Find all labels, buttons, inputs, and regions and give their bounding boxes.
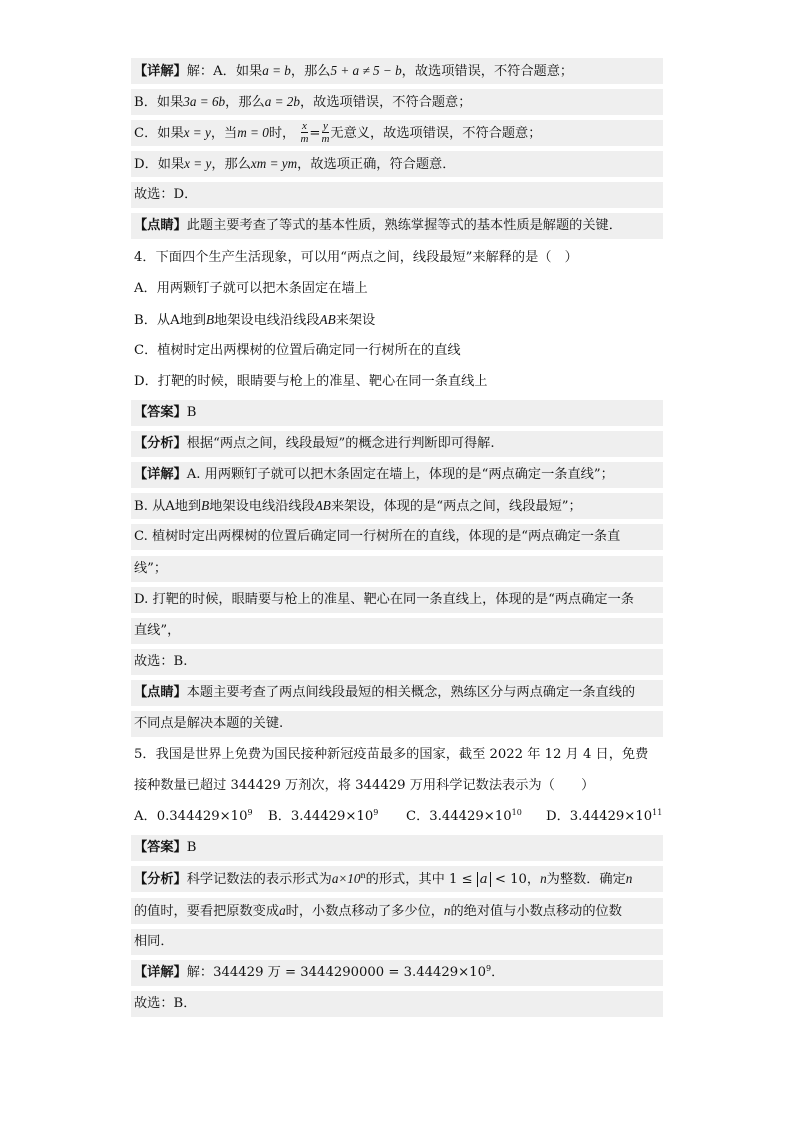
text: 来架设，体现的是“两点之间，线段最短”； <box>330 499 582 515</box>
text: 地架设电线沿线段 <box>209 499 315 515</box>
q4-answer <box>131 400 663 426</box>
text: C．3.44429×10 <box>406 809 512 825</box>
text: B．如果 <box>134 95 184 111</box>
text: 地到 <box>174 499 202 515</box>
detail-tag: 【详解】 <box>134 964 187 980</box>
q4-option-c: C．植树时定出两棵树的位置后确定同一行树所在的直线 <box>134 342 461 358</box>
q5-choose: 故选：B． <box>131 991 663 1017</box>
math: B <box>205 311 215 327</box>
comment-tag: 【点睛】 <box>134 218 187 234</box>
math: xm = ym <box>250 156 298 172</box>
text: ，那么 <box>290 64 331 79</box>
denominator: m <box>321 133 330 146</box>
fraction-x-over-m <box>300 120 308 145</box>
text: 此题主要考查了等式的基本性质，熟练掌握等式的基本性质是解题的关键． <box>186 218 622 234</box>
q4-detail-b <box>131 493 663 519</box>
q4-option-b <box>131 307 663 333</box>
text: ，故选项正确，符合题意． <box>297 157 456 173</box>
q4-option-d: D．打靶的时候，眼睛要与枪上的准星、靶心在同一条直线上 <box>134 373 488 389</box>
q4-detail-d1: D. 打靶的时候，眼睛要与枪上的准星、靶心在同一条直线上，体现的是“两点确定一条 <box>131 587 663 613</box>
text: B. 从 <box>134 499 166 515</box>
detail-line-c <box>131 120 663 146</box>
answer-value: B <box>186 405 197 421</box>
q4-detail-c2: 线”； <box>131 556 663 582</box>
text: A．0.344429×10 <box>134 809 248 825</box>
q5-detail <box>131 960 663 986</box>
math: 5 + a ≠ 5 − b <box>330 63 402 78</box>
comment-tag: 【点睛】 <box>134 684 187 700</box>
text: 地到 <box>179 312 206 328</box>
math: a <box>279 902 286 918</box>
q4-detail-a <box>131 462 663 488</box>
analysis-tag: 【分析】 <box>134 872 187 888</box>
math: AB <box>314 498 331 514</box>
math: n <box>625 871 633 887</box>
text: A. 用两颗钉子就可以把木条固定在墙上，体现的是“两点确定一条直线”； <box>186 467 614 483</box>
exponent: 9 <box>373 808 379 818</box>
q5-answer <box>131 835 663 861</box>
text: 为整数．确定 <box>546 872 626 888</box>
text: A <box>170 312 180 328</box>
numerator: y <box>322 120 328 133</box>
denominator: m <box>300 133 309 146</box>
q4-analysis <box>131 431 663 457</box>
equals-sign: = <box>309 126 321 142</box>
numerator: x <box>301 120 307 133</box>
math: AB <box>319 311 336 327</box>
text: 本题主要考查了两点间线段最短的相关概念，熟练区分与两点确定一条直线的 <box>186 684 636 700</box>
text: 时，小数点移动了多少位， <box>285 903 444 919</box>
text: 根据“两点之间，线段最短”的概念进行判断即可得解. <box>186 436 495 452</box>
math: m = 0 <box>237 125 269 141</box>
text: ，那么 <box>211 157 251 173</box>
text: 来架设 <box>335 312 376 328</box>
exponent: n <box>360 871 366 881</box>
text: C．如果 <box>134 126 184 142</box>
text: B．从 <box>134 312 171 328</box>
text: 的绝对值与小数点移动的位数 <box>450 903 622 919</box>
detail-line-d <box>131 151 663 177</box>
q5-stem-2: 接种数量已超过 344429 万剂次，将 344429 万用科学记数法表示为（ ） <box>134 778 595 794</box>
text: ，当 <box>210 126 238 142</box>
math: x = y <box>184 156 212 172</box>
answer-tag: 【答案】 <box>134 840 187 856</box>
text: 解：344429 万 = 3444290000 = 3.44429×10 <box>186 964 486 980</box>
q4-choose: 故选：B. <box>131 649 663 675</box>
exponent: 9 <box>485 963 492 973</box>
comment-line <box>131 213 663 239</box>
text: 地架设电线沿线段 <box>214 312 320 328</box>
analysis-tag: 【分析】 <box>134 436 187 452</box>
text: 时， <box>268 126 296 142</box>
q4-comment-2: 不同点是解决本题的关键. <box>131 711 663 737</box>
detail-tag: 【详解】 <box>134 467 187 483</box>
math: n <box>443 902 451 918</box>
text: 解：A．如果 <box>186 64 263 79</box>
fraction-y-over-m <box>321 120 329 145</box>
text: ，故选项错误，不符合题意； <box>299 95 472 111</box>
q4-detail-c1: C. 植树时定出两棵树的位置后确定同一行树所在的直线，体现的是“两点确定一条直 <box>131 524 663 550</box>
text: ，那么 <box>225 95 265 111</box>
math: a×10 <box>331 871 361 887</box>
text: D．如果 <box>134 157 185 173</box>
q4-stem: 4．下面四个生产生活现象，可以用“两点之间，线段最短”来解释的是（ ） <box>134 249 578 265</box>
text: 的形式，其中 1 ≤ <box>365 872 477 888</box>
text: A <box>165 499 175 515</box>
q5-stem-1: 5．我国是世界上免费为国民接种新冠疫苗最多的国家，截至 2022 年 12 月 4 日，免费 <box>134 747 649 763</box>
exponent: 11 <box>652 808 663 818</box>
q5-option-b <box>268 804 406 830</box>
math: n <box>540 871 547 887</box>
q4-detail-d2: 直线”， <box>131 618 663 644</box>
choose-line: 故选：D． <box>131 182 663 208</box>
q5-analysis-1 <box>131 866 663 892</box>
text: B．3.44429×10 <box>268 809 374 825</box>
math: a = b <box>262 63 291 78</box>
text: 无意义，故选项错误，不符合题意； <box>330 126 542 142</box>
text: D．3.44429×10 <box>546 809 653 825</box>
text: ． <box>491 964 505 980</box>
detail-line-a <box>131 58 663 84</box>
text: < 10， <box>490 872 541 888</box>
absolute-value: a <box>477 872 491 887</box>
math: x = y <box>183 125 211 141</box>
q4-comment-1 <box>131 680 663 706</box>
math: B <box>201 498 210 514</box>
q5-option-c <box>406 804 546 830</box>
q5-options <box>131 804 663 830</box>
document-page <box>131 58 663 1022</box>
q4-option-a: A．用两颗钉子就可以把木条固定在墙上 <box>134 280 368 296</box>
q5-analysis-2 <box>131 898 663 924</box>
detail-line-b <box>131 89 663 115</box>
text: 的值时，要看把原数变成 <box>134 903 280 919</box>
exponent: 9 <box>247 808 253 818</box>
text: ，故选项错误，不符合题意； <box>401 64 574 79</box>
math: a = 2b <box>264 94 300 110</box>
answer-value: B <box>186 840 197 856</box>
q5-option-a <box>134 804 268 830</box>
text: 科学记数法的表示形式为 <box>186 872 332 888</box>
exponent: 10 <box>511 808 522 818</box>
detail-tag: 【详解】 <box>134 64 187 79</box>
q5-analysis-3: 相同． <box>131 929 663 955</box>
q5-option-d <box>546 804 662 830</box>
math: 3a = 6b <box>183 94 226 110</box>
answer-tag: 【答案】 <box>134 405 187 421</box>
